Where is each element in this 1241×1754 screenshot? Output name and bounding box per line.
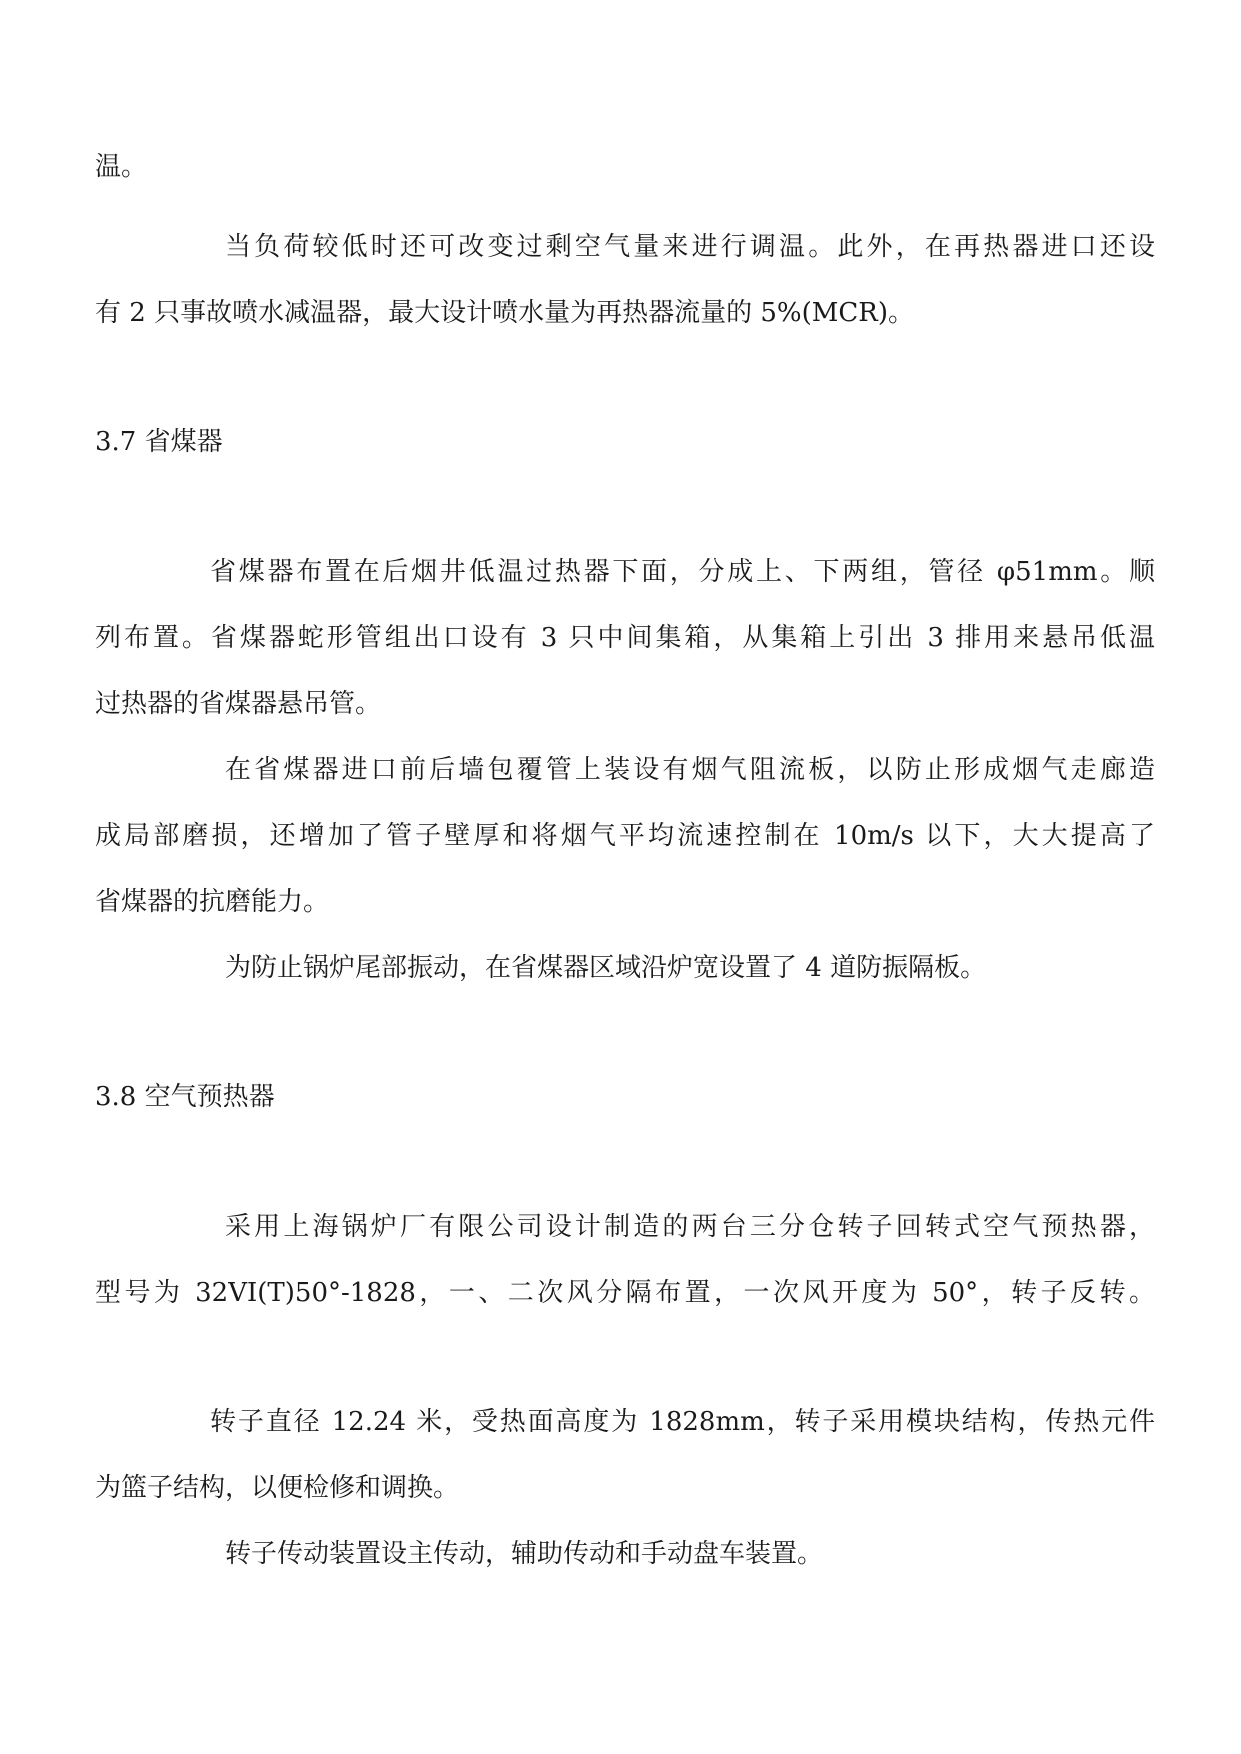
text-line: 成局部磨损，还增加了管子壁厚和将烟气平均流速控制在 10m/s 以下，大大提高了 <box>95 821 1155 851</box>
text-line: 型号为 32VI(T)50°-1828，一、二次风分隔布置，一次风开度为 50°，转子反转。 <box>95 1278 1155 1308</box>
section-heading: 3.7 省煤器 <box>95 427 223 457</box>
text-line: 有 2 只事故喷水减温器，最大设计喷水量为再热器流量的 5%(MCR)。 <box>95 298 914 328</box>
text-line: 当负荷较低时还可改变过剩空气量来进行调温。此外，在再热器进口还设 <box>225 232 1155 262</box>
text-line: 温。 <box>95 152 148 182</box>
text-line: 省煤器的抗磨能力。 <box>95 887 330 917</box>
text-line: 过热器的省煤器悬吊管。 <box>95 689 382 719</box>
text-line: 为篮子结构，以便检修和调换。 <box>95 1473 460 1503</box>
text-line: 为防止锅炉尾部振动，在省煤器区域沿炉宽设置了 4 道防振隔板。 <box>225 953 987 983</box>
text-line: 转子传动装置设主传动，辅助传动和手动盘车装置。 <box>225 1539 824 1569</box>
text-line: 转子直径 12.24 米，受热面高度为 1828mm，转子采用模块结构，传热元件 <box>210 1407 1155 1437</box>
text-line: 列布置。省煤器蛇形管组出口设有 3 只中间集箱，从集箱上引出 3 排用来悬吊低温 <box>95 623 1155 653</box>
section-heading: 3.8 空气预热器 <box>95 1082 275 1112</box>
text-line: 在省煤器进口前后墙包覆管上装设有烟气阻流板，以防止形成烟气走廊造 <box>225 755 1155 785</box>
text-line: 采用上海锅炉厂有限公司设计制造的两台三分仓转子回转式空气预热器， <box>225 1212 1155 1242</box>
text-line: 省煤器布置在后烟井低温过热器下面，分成上、下两组，管径 φ51mm。顺 <box>210 557 1155 587</box>
